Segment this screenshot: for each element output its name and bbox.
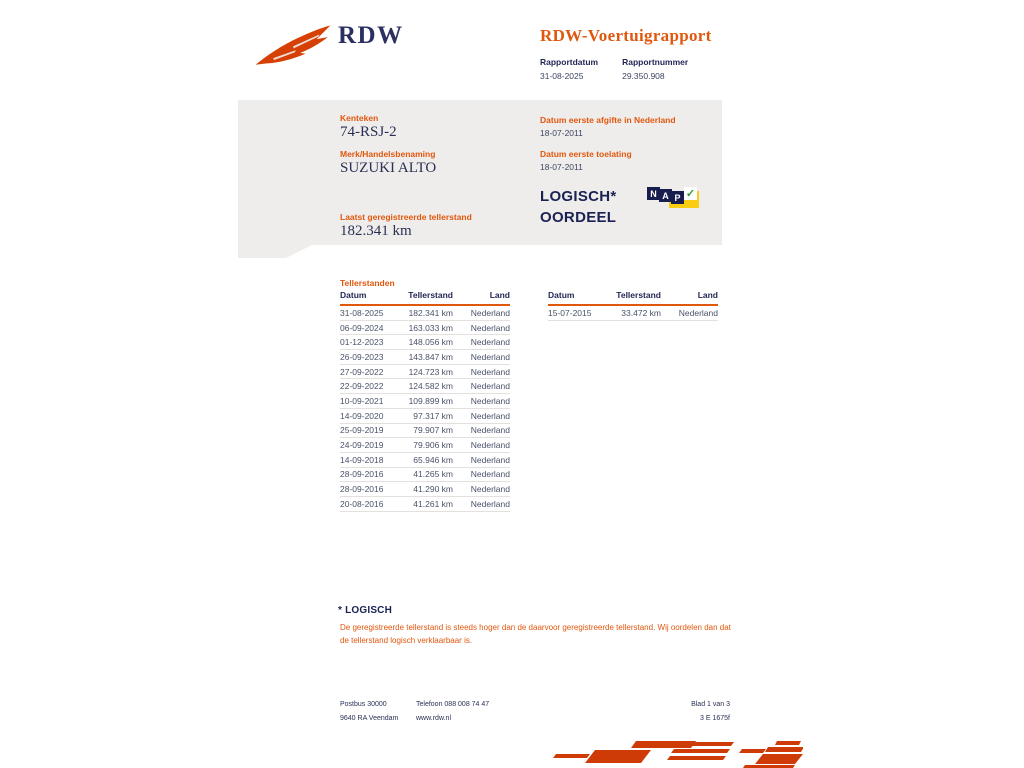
table-row [340,306,510,321]
cell-tellerstand: 163.033 km [408,322,453,333]
cell-land: Nederland [470,498,510,509]
cell-datum: 28-09-2016 [340,484,384,495]
vehicle-summary-panel-tab [238,245,312,258]
footnote-text: De geregistreerde tellerstand is steeds hoger dan de daarvoor geregistreerde tellerstand. Wij oordelen dan dat de tellerstand logisch verklaarbaar is. [340,623,731,645]
cell-land: Nederland [470,322,510,333]
cell-datum: 14-09-2020 [340,410,384,421]
footer-form-code: 3 E 1675f [700,715,730,722]
cell-land: Nederland [470,484,510,495]
cell-tellerstand: 124.723 km [408,366,453,377]
table-header [340,290,510,306]
table-row [340,438,510,453]
nap-letter-p: P [671,191,684,204]
cell-land: Nederland [470,381,510,392]
nap-letter-a: A [659,189,672,202]
tellerstanden-table-right [548,290,718,321]
kenteken-label: Kenteken [340,113,379,123]
cell-tellerstand: 148.056 km [408,337,453,348]
col-header-tellerstand: Tellerstand [616,290,661,300]
cell-tellerstand: 79.907 km [413,425,453,436]
col-header-land: Land [697,290,718,300]
col-header-datum: Datum [548,290,575,300]
cell-tellerstand: 182.341 km [408,307,453,318]
table-row [340,497,510,512]
cell-land: Nederland [470,366,510,377]
table-body [548,306,718,321]
table-row [340,482,510,497]
merk-value: SUZUKI ALTO [340,160,437,176]
cell-datum: 22-09-2022 [340,381,384,392]
cell-datum: 25-09-2019 [340,425,384,436]
oordeel-line1: LOGISCH* [540,188,617,205]
table-row [340,453,510,468]
footer-page-info: Blad 1 van 3 [691,701,730,708]
table-row [340,321,510,336]
kenteken-value: 74-RSJ-2 [340,124,397,140]
tellerstanden-section-title: Tellerstanden [340,278,395,288]
toelating-label: Datum eerste toelating [540,149,632,159]
cell-tellerstand: 41.265 km [413,469,453,480]
table-row [340,394,510,409]
document-title: RDW-Voertuigrapport [540,26,712,45]
page-footer [340,701,730,729]
cell-datum: 27-09-2022 [340,366,384,377]
merk-label: Merk/Handelsbenaming [340,149,436,159]
cell-datum: 15-07-2015 [548,307,592,318]
tellerstand-value: 182.341 km [340,223,412,239]
cell-land: Nederland [470,440,510,451]
table-row [340,365,510,380]
toelating-value: 18-07-2011 [540,162,583,172]
cell-datum: 10-09-2021 [340,395,384,406]
table-row [340,350,510,365]
col-header-land: Land [489,290,510,300]
cell-tellerstand: 65.946 km [413,454,453,465]
table-row [340,424,510,439]
cell-land: Nederland [470,307,510,318]
table-header [548,290,718,306]
footnote-title: * LOGISCH [338,605,393,616]
cell-tellerstand: 124.582 km [408,381,453,392]
tellerstanden-table-left [340,290,510,512]
cell-tellerstand: 33.472 km [621,307,661,318]
cell-land: Nederland [470,351,510,362]
footer-address-line1: Postbus 30000 [340,701,387,708]
tellerstand-label: Laatst geregistreerde tellerstand [340,212,472,222]
logisch-oordeel [540,186,617,228]
table-row [548,306,718,321]
table-row [340,335,510,350]
rdw-stripe-pattern-graphic [543,736,803,768]
cell-land: Nederland [470,337,510,348]
oordeel-line2: OORDEEL [540,209,617,226]
cell-land: Nederland [678,307,718,318]
rdw-wordmark: RDW [338,22,404,49]
cell-tellerstand: 97.317 km [413,410,453,421]
afgifte-label: Datum eerste afgifte in Nederland [540,115,676,125]
col-header-tellerstand: Tellerstand [408,290,453,300]
footer-phone: Telefoon 088 008 74 47 [416,701,490,708]
cell-land: Nederland [470,454,510,465]
cell-tellerstand: 41.290 km [413,484,453,495]
table-row [340,379,510,394]
report-number-value: 29.350.908 [622,71,665,81]
rdw-bird-logo-icon [253,24,333,70]
cell-datum: 01-12-2023 [340,337,384,348]
cell-datum: 20-08-2016 [340,498,384,509]
nap-checkmark-icon: ✓ [685,188,696,200]
cell-datum: 28-09-2016 [340,469,384,480]
report-date-block [540,57,598,81]
cell-datum: 14-09-2018 [340,454,384,465]
nap-logo [647,185,699,211]
afgifte-value: 18-07-2011 [540,128,583,138]
report-meta [540,57,688,81]
cell-land: Nederland [470,469,510,480]
cell-land: Nederland [470,410,510,421]
cell-tellerstand: 41.261 km [413,498,453,509]
report-date-label: Rapportdatum [540,57,599,67]
cell-land: Nederland [470,395,510,406]
cell-datum: 06-09-2024 [340,322,384,333]
report-number-label: Rapportnummer [622,57,689,67]
table-body [340,306,510,512]
cell-land: Nederland [470,425,510,436]
report-number-block [622,57,688,81]
col-header-datum: Datum [340,290,367,300]
report-date-value: 31-08-2025 [540,71,584,81]
cell-datum: 26-09-2023 [340,351,384,362]
footer-address-line2: 9640 RA Veendam [340,715,399,722]
cell-datum: 24-09-2019 [340,440,384,451]
nap-letter-n: N [647,187,660,200]
table-row [340,468,510,483]
cell-tellerstand: 79.906 km [413,440,453,451]
cell-tellerstand: 143.847 km [408,351,453,362]
cell-datum: 31-08-2025 [340,307,384,318]
footer-website: www.rdw.nl [416,715,452,722]
table-row [340,409,510,424]
cell-tellerstand: 109.899 km [408,395,453,406]
